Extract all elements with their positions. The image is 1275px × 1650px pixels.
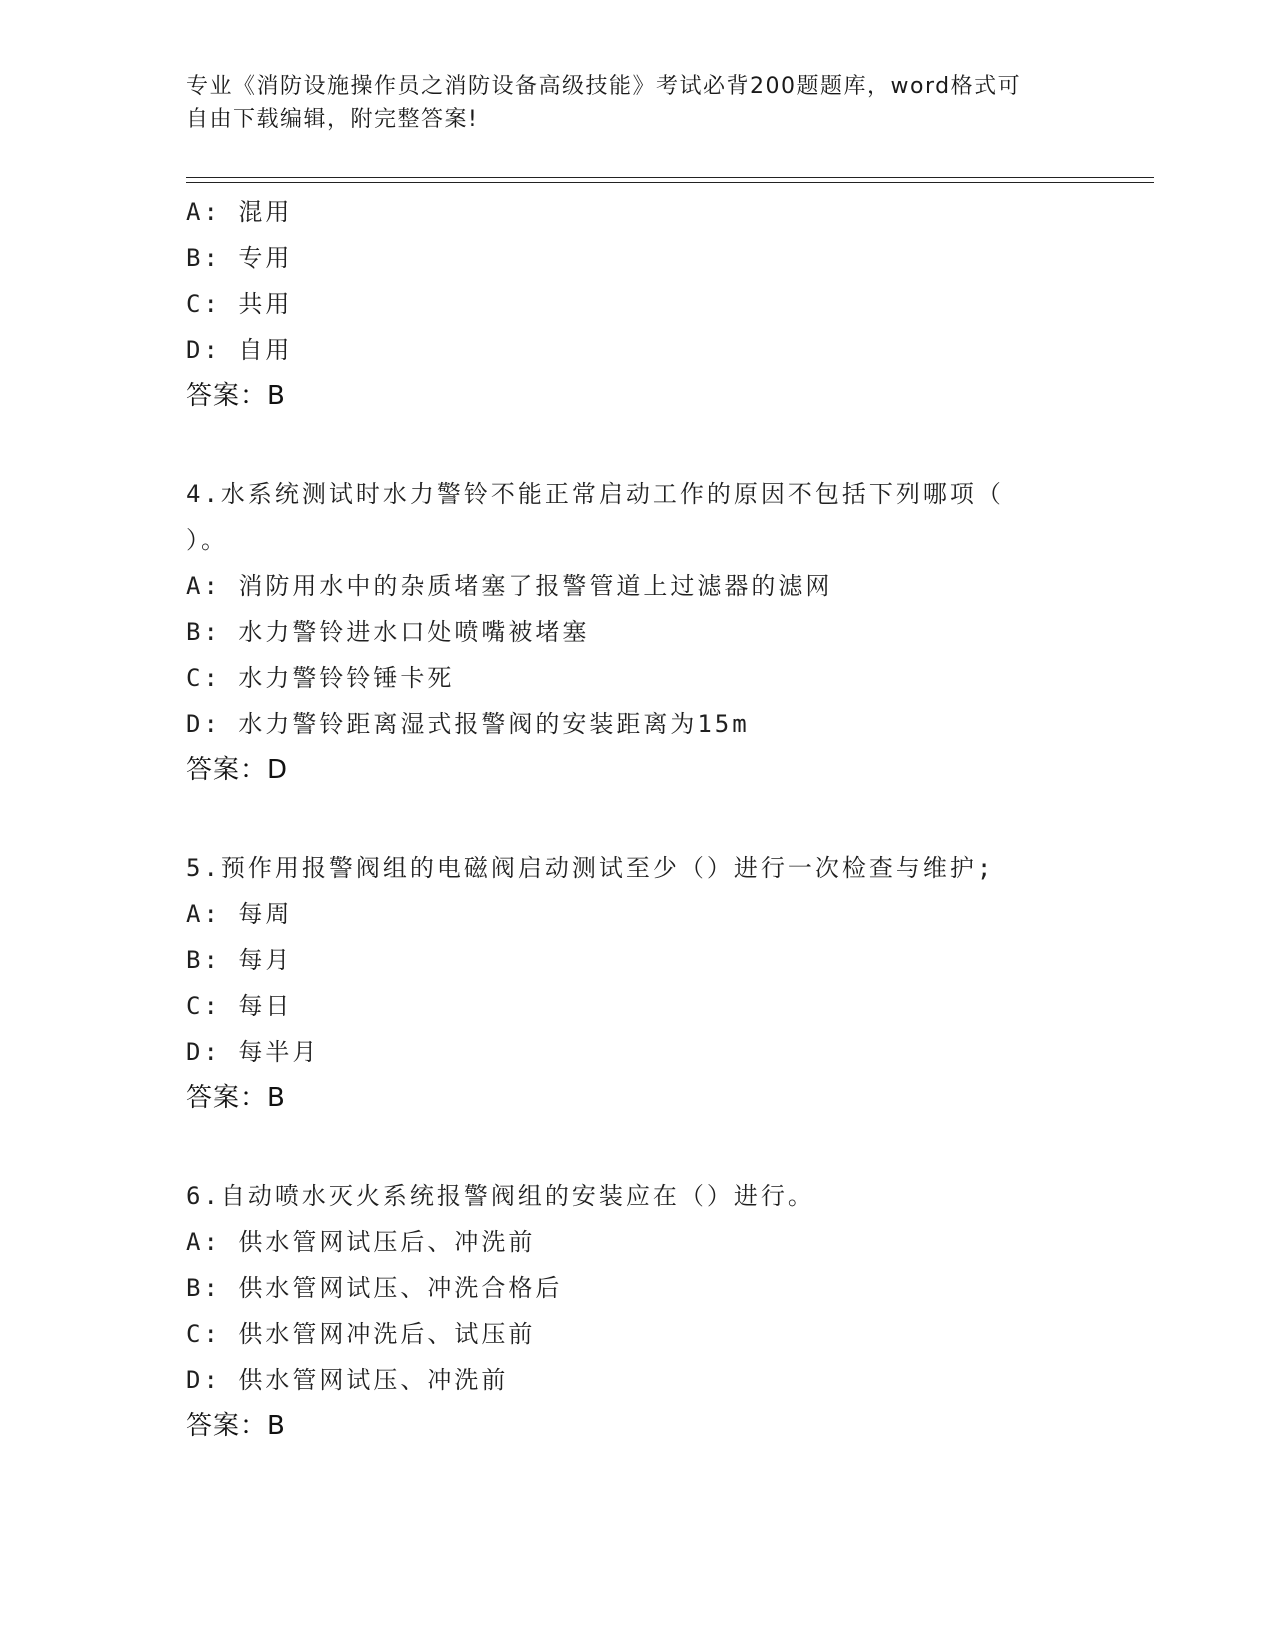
option-d: D: 每半月 bbox=[186, 1038, 320, 1066]
option-b: B: 每月 bbox=[186, 946, 293, 974]
answer-line: 答案：B bbox=[186, 381, 286, 411]
document-header bbox=[186, 70, 1086, 136]
answer-line: 答案：D bbox=[186, 755, 289, 785]
option-a: A: 消防用水中的杂质堵塞了报警管道上过滤器的滤网 bbox=[186, 572, 833, 600]
answer-line: 答案：B bbox=[186, 1411, 286, 1441]
option-a: A: 混用 bbox=[186, 198, 293, 226]
option-c: C: 共用 bbox=[186, 290, 293, 318]
option-c: C: 水力警铃铃锤卡死 bbox=[186, 664, 455, 692]
question-gap bbox=[186, 793, 1146, 845]
header-divider-bottom bbox=[186, 182, 1154, 183]
question-gap bbox=[186, 1121, 1146, 1173]
question-5 bbox=[186, 845, 1146, 1121]
question-stem: 4.水系统测试时水力警铃不能正常启动工作的原因不包括下列哪项（ bbox=[186, 480, 1004, 508]
option-b: B: 水力警铃进水口处喷嘴被堵塞 bbox=[186, 618, 590, 646]
option-b: B: 供水管网试压、冲洗合格后 bbox=[186, 1274, 563, 1302]
question-stem: 6.自动喷水灭火系统报警阀组的安装应在（）进行。 bbox=[186, 1182, 815, 1210]
header-line-1: 专业《消防设施操作员之消防设备高级技能》考试必背200题题库，word格式可 bbox=[186, 74, 1022, 99]
option-b: B: 专用 bbox=[186, 244, 293, 272]
question-list bbox=[186, 189, 1146, 1449]
header-line-2: 自由下载编辑，附完整答案! bbox=[186, 107, 479, 132]
option-d: D: 供水管网试压、冲洗前 bbox=[186, 1366, 509, 1394]
option-c: C: 每日 bbox=[186, 992, 293, 1020]
header-divider-top bbox=[186, 177, 1154, 178]
question-4 bbox=[186, 471, 1146, 793]
question-6 bbox=[186, 1173, 1146, 1449]
question-3 bbox=[186, 189, 1146, 419]
option-d: D: 水力警铃距离湿式报警阀的安装距离为15m bbox=[186, 710, 750, 738]
option-d: D: 自用 bbox=[186, 336, 293, 364]
option-a: A: 每周 bbox=[186, 900, 293, 928]
answer-line: 答案：B bbox=[186, 1083, 286, 1113]
question-stem: 5.预作用报警阀组的电磁阀启动测试至少（）进行一次检查与维护; bbox=[186, 854, 995, 882]
question-gap bbox=[186, 419, 1146, 471]
question-stem-continued: ）。 bbox=[186, 526, 228, 554]
option-a: A: 供水管网试压后、冲洗前 bbox=[186, 1228, 536, 1256]
option-c: C: 供水管网冲洗后、试压前 bbox=[186, 1320, 536, 1348]
